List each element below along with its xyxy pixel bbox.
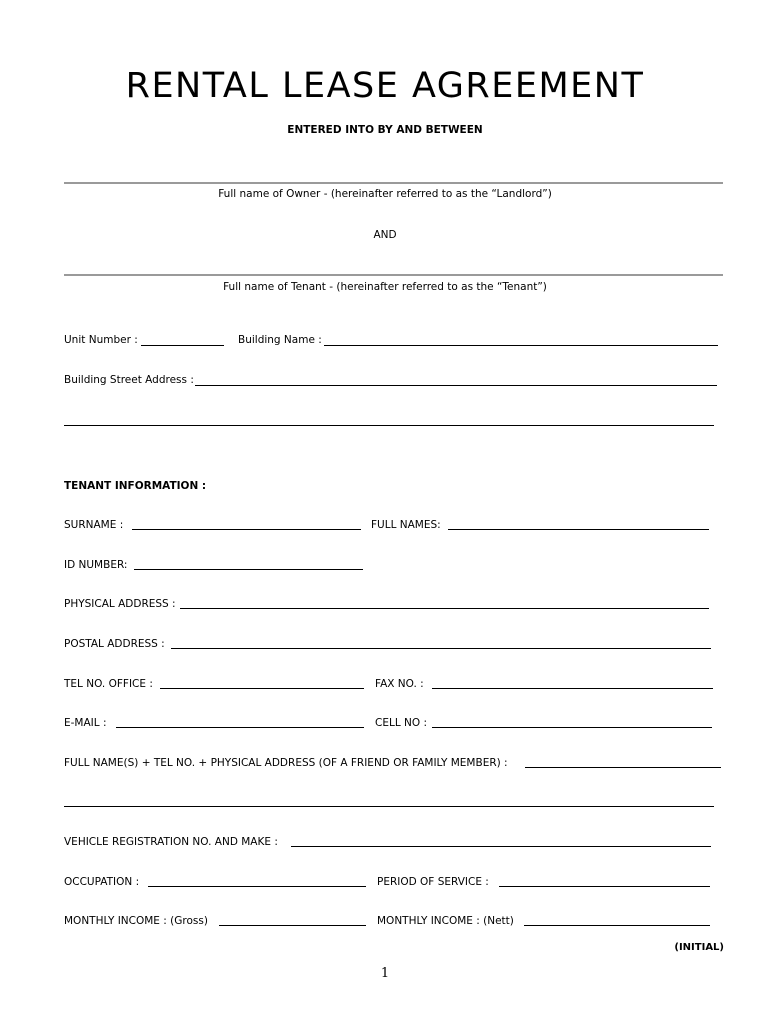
building-name-field[interactable]	[324, 345, 718, 346]
unit-number-field[interactable]	[141, 345, 224, 346]
postal-address-field[interactable]	[171, 648, 711, 649]
cell-label: CELL NO :	[375, 717, 427, 729]
income-nett-label: MONTHLY INCOME : (Nett)	[377, 915, 514, 927]
tenant-name-line[interactable]	[64, 274, 723, 276]
unit-number-label: Unit Number :	[64, 334, 138, 346]
surname-field[interactable]	[132, 529, 361, 530]
building-name-label: Building Name :	[238, 334, 322, 346]
document-title: RENTAL LEASE AGREEMENT	[125, 66, 645, 106]
building-street-label: Building Street Address :	[64, 374, 194, 386]
owner-name-line[interactable]	[64, 182, 723, 184]
email-label: E-MAIL :	[64, 717, 107, 729]
tel-office-label: TEL NO. OFFICE :	[64, 678, 153, 690]
and-text: AND	[373, 229, 397, 241]
income-gross-field[interactable]	[219, 925, 366, 926]
vehicle-field[interactable]	[291, 846, 711, 847]
occupation-label: OCCUPATION :	[64, 876, 140, 888]
tel-office-field[interactable]	[160, 688, 364, 689]
email-field[interactable]	[116, 727, 364, 728]
initial-label: (INITIAL)	[674, 942, 724, 953]
page-number: 1	[380, 966, 390, 981]
vehicle-label: VEHICLE REGISTRATION NO. AND MAKE :	[64, 836, 278, 848]
period-label: PERIOD OF SERVICE :	[377, 876, 489, 888]
owner-caption: Full name of Owner - (hereinafter referred to as the “Landlord”)	[218, 188, 552, 200]
friend-continuation-line[interactable]	[64, 806, 714, 807]
tenant-caption: Full name of Tenant - (hereinafter referred to as the “Tenant”)	[223, 281, 547, 293]
postal-address-label: POSTAL ADDRESS :	[64, 638, 165, 650]
address-continuation-line[interactable]	[64, 425, 714, 426]
fax-field[interactable]	[432, 688, 713, 689]
friend-label: FULL NAME(S) + TEL NO. + PHYSICAL ADDRESS (OF A FRIEND OR FAMILY MEMBER) :	[64, 757, 508, 769]
income-nett-field[interactable]	[524, 925, 710, 926]
friend-field[interactable]	[525, 767, 721, 768]
physical-address-label: PHYSICAL ADDRESS :	[64, 598, 176, 610]
full-names-label: FULL NAMES:	[371, 519, 441, 531]
id-number-label: ID NUMBER:	[64, 559, 128, 571]
income-gross-label: MONTHLY INCOME : (Gross)	[64, 915, 208, 927]
cell-field[interactable]	[432, 727, 712, 728]
physical-address-field[interactable]	[180, 608, 709, 609]
occupation-field[interactable]	[148, 886, 366, 887]
document-subtitle: ENTERED INTO BY AND BETWEEN	[287, 124, 483, 136]
fax-label: FAX NO. :	[375, 678, 424, 690]
full-names-field[interactable]	[448, 529, 709, 530]
period-field[interactable]	[499, 886, 710, 887]
id-number-field[interactable]	[134, 569, 363, 570]
tenant-info-heading: TENANT INFORMATION :	[64, 480, 207, 492]
building-street-field[interactable]	[195, 385, 717, 386]
surname-label: SURNAME :	[64, 519, 124, 531]
